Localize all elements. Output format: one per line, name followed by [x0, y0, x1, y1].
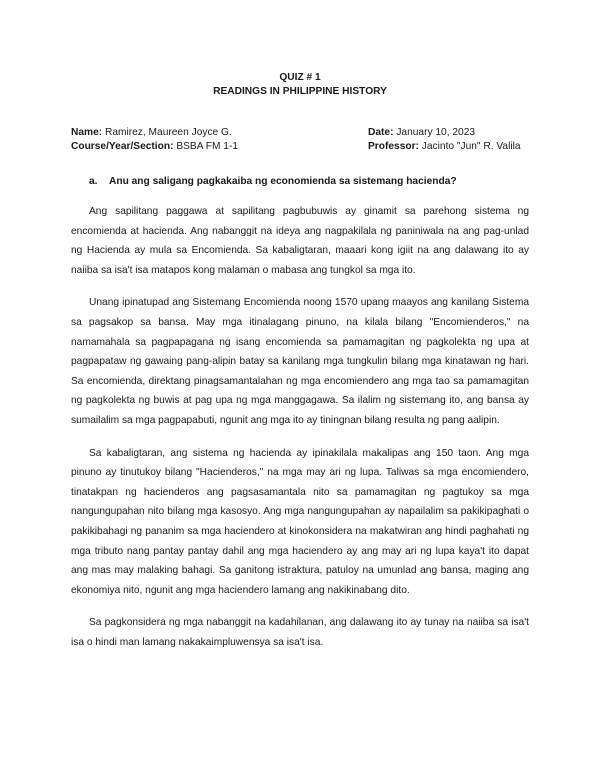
date-value: January 10, 2023 [393, 127, 476, 138]
subject-title: READINGS IN PHILIPPINE HISTORY [213, 86, 387, 97]
course-label: Course/Year/Section: [71, 141, 174, 152]
professor-line [368, 140, 529, 154]
name-line [71, 126, 368, 140]
course-line [71, 140, 368, 154]
date-line [368, 126, 529, 140]
date-label: Date: [368, 127, 394, 138]
course-value: BSBA FM 1-1 [173, 141, 239, 152]
answer-body [71, 202, 529, 652]
question [71, 175, 529, 189]
quiz-title: QUIZ # 1 [279, 72, 321, 83]
student-info [71, 126, 529, 154]
question-marker: a. [89, 176, 98, 187]
name-value: Ramirez, Maureen Joyce G. [102, 127, 232, 138]
question-text: Anu ang saligang pagkakaiba ng economienda sa sistemang hacienda? [109, 176, 457, 187]
document-header [71, 0, 529, 99]
professor-value: Jacinto "Jun" R. Valila [418, 141, 521, 152]
paragraph: Sa pagkonsidera ng mga nabanggit na kadahilanan, ang dalawang ito ay tunay na naiiba sa isa't isa o hindi man lamang nakakaimpluwensya sa isa't isa. [71, 617, 529, 648]
name-label: Name: [71, 127, 103, 138]
paragraph: Unang ipinatupad ang Sistemang Encomienda noong 1570 upang maayos ang kanilang Sistema sa pagsakop sa bansa. May mga itinalagang pinuno, na kilala bilang "Encomienderos," na namamahala sa pagpapagana ng isang encomienda sa pamamagitan ng pagkolekta ng upa at pagpapataw ng gawaing pang-alipin batay sa kanilang mga tungkulin bilang mga kinatawan ng hari. Sa encomienda, direktang pinagsamantalahan ng mga encomiendero ang mga tao sa pamamagitan ng pagkolekta ng buwis at pag upa ng mga manggagawa. Sa ilalim ng sistemang ito, ang bansa ay sumailalim sa mga pagpapabuti, ngunit ang mga ito ay tiningnan bilang resulta ng pang aalipin. [71, 297, 529, 426]
professor-label: Professor: [368, 141, 419, 152]
paragraph: Ang sapilitang paggawa at sapilitang pagbubuwis ay ginamit sa parehong sistema ng encomienda at hacienda. Ang nabanggit na ideya ang nagpakilala ng paniniwala na ang pag-unlad ng Hacienda ay mula sa Encomienda. Sa kabaligtaran, maaari kong igiit na ang dalawang ito ay naiiba sa isa't isa matapos kong malaman o mabasa ang tungkol sa mga ito. [71, 206, 529, 276]
paragraph: Sa kabaligtaran, ang sistema ng hacienda ay ipinakilala makalipas ang 150 taon. Ang mga pinuno ay tinutukoy bilang "Hacienderos," na mga may ari ng lupa. Taliwas sa mga encomiendero, tinatakpan ng hacienderos ang pagsasamantala nito sa pamamagitan ng pagtukoy sa mga nangungupahan nito bilang mga kasosyo. Ang mga nangungupahan ay napailalim sa pakikipaghati o pakikibahagi ng pananim sa mga haciendero at kinokonsidera na makatwiran ang hindi paghahati ng mga tributo nang pantay pantay dahil ang mga haciendero ay ang may ari ng lupa kaya't ito dapat ang mas may malaking bahagi. Sa ganitong istraktura, patuloy na umunlad ang bansa, maging ang ekonomiya nito, ngunit ang mga haciendero lamang ang nakikinabang dito. [71, 447, 529, 596]
